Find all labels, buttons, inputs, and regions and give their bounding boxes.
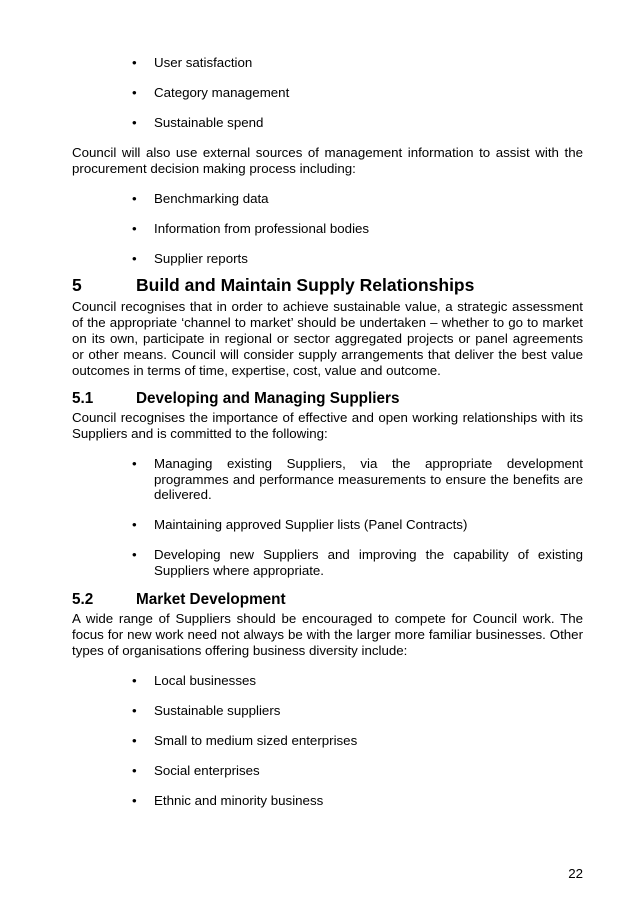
list-item: • Local businesses <box>132 673 257 688</box>
section-5-1-body: Council recognises the importance of effective and open working relationships with its Suppliers and is committed to the following: <box>72 410 583 441</box>
section-number: 5.1 <box>72 390 94 407</box>
list-item: • User satisfaction <box>132 55 253 70</box>
section-5-2-heading <box>72 590 583 610</box>
list-item: • Ethnic and minority business <box>132 793 324 808</box>
bullet-list-business-diversity <box>72 673 583 809</box>
section-5-2-body: A wide range of Suppliers should be encouraged to compete for Council work. The focus for new work need not always be with the larger more familiar businesses. Other types of organisations offering business diversity include: <box>72 611 583 658</box>
section-title: Market Development <box>136 591 286 608</box>
section-5-heading <box>72 274 583 296</box>
list-item: • Developing new Suppliers and improving the capability of existing Suppliers where appropriate. <box>132 547 583 578</box>
section-number: 5 <box>72 275 82 295</box>
page-number: 22 <box>568 866 583 881</box>
list-item: • Information from professional bodies <box>132 220 370 236</box>
section-number: 5.2 <box>72 591 94 608</box>
list-item: • Category management <box>132 85 290 100</box>
section-5-body: Council recognises that in order to achieve sustainable value, a strategic assessment of the appropriate ‘channel to market’ should be undertaken – whether to go to market on its own, participate in regional or sector aggregated projects or panel agreements or other means. Council will consider supply arrangements that deliver the best value outcomes in terms of time, expertise, cost, value and outcome. <box>72 299 583 378</box>
list-item: • Social enterprises <box>132 763 260 778</box>
section-title: Build and Maintain Supply Relationships <box>136 275 475 295</box>
list-item: • Sustainable spend <box>132 115 264 130</box>
list-item: • Maintaining approved Supplier lists (Panel Contracts) <box>132 517 468 532</box>
section-5-1-heading <box>72 389 583 409</box>
paragraph-external-sources: Council will also use external sources of management information to assist with the procurement decision making process including: <box>72 144 583 176</box>
bullet-list-supplier-commitments <box>72 456 583 578</box>
list-item: • Supplier reports <box>132 250 248 266</box>
section-title: Developing and Managing Suppliers <box>136 390 400 407</box>
document-page <box>72 0 583 809</box>
list-item: • Small to medium sized enterprises <box>132 733 358 748</box>
list-item: • Benchmarking data <box>132 190 269 206</box>
list-item: • Sustainable suppliers <box>132 703 281 718</box>
bullet-list-sources <box>72 191 583 267</box>
bullet-list-metrics <box>72 55 583 131</box>
list-item: • Managing existing Suppliers, via the appropriate development programmes and performance measurements to ensure the benefits are delivered. <box>132 456 583 502</box>
